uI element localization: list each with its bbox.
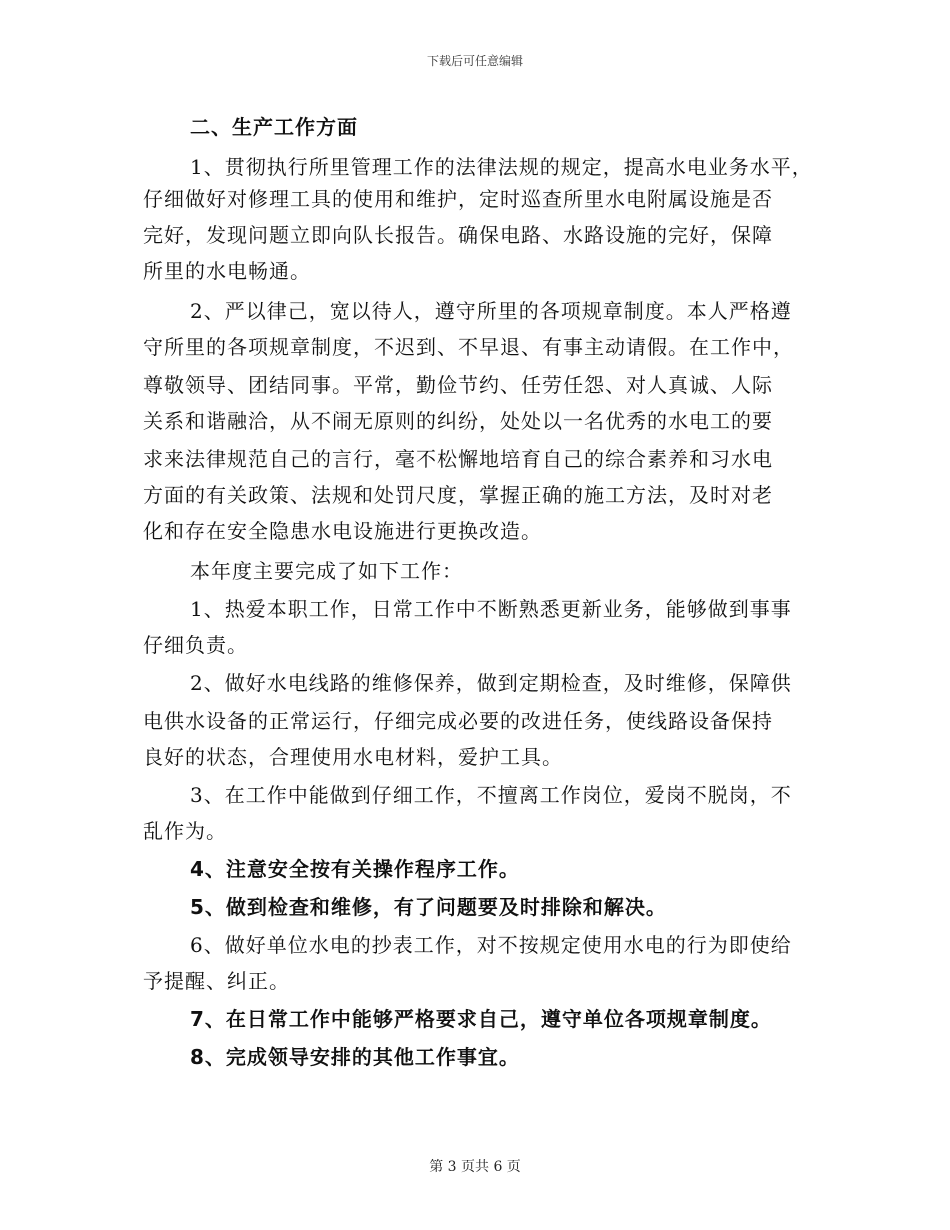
text-line: 1、热爱本职工作，日常工作中不断熟悉更新业务，能够做到事事 (190, 597, 792, 621)
text-line: 关系和谐融洽，从不闹无原则的纠纷，处处以一名优秀的水电工的要 (143, 409, 773, 433)
text-line: 2、严以律己，宽以待人，遵守所里的各项规章制度。本人严格遵 (190, 299, 792, 323)
text-line: 3、在工作中能做到仔细工作，不擅离工作岗位，爱岗不脱岗，不 (190, 783, 792, 807)
text-line: 方面的有关政策、法规和处罚尺度，掌握正确的施工方法，及时对老 (143, 483, 773, 507)
text-line: 予提醒、纠正。 (143, 969, 290, 993)
text-line: 所里的水电畅通。 (143, 259, 311, 283)
text-line: 良好的状态，合理使用水电材料，爱护工具。 (143, 745, 563, 769)
text-line: 1、贯彻执行所里管理工作的法律法规的规定，提高水电业务水平， (190, 155, 813, 179)
text-line: 化和存在安全隐患水电设施进行更换改造。 (143, 519, 542, 543)
text-line: 求来法律规范自己的言行，毫不松懈地培育自己的综合素养和习水电 (143, 447, 773, 471)
text-line: 仔细负责。 (143, 633, 248, 657)
text-line: 乱作为。 (143, 819, 227, 843)
text-line: 4、注意安全按有关操作程序工作。 (190, 857, 520, 881)
text-line: 2、做好水电线路的维修保养，做到定期检查，及时维修，保障供 (190, 671, 792, 695)
text-line: 仔细做好对修理工具的使用和维护，定时巡查所里水电附属设施是否 (143, 187, 773, 211)
text-line: 电供水设备的正常运行，仔细完成必要的改进任务，使线路设备保持 (143, 709, 773, 733)
text-line: 7、在日常工作中能够严格要求自己，遵守单位各项规章制度。 (190, 1007, 772, 1031)
text-line: 完好，发现问题立即向队长报告。确保电路、水路设施的完好，保障 (143, 223, 773, 247)
text-line: 本年度主要完成了如下工作： (190, 559, 463, 583)
section-heading: 二、生产工作方面 (190, 115, 358, 139)
text-line: 6、做好单位水电的抄表工作，对不按规定使用水电的行为即使给 (190, 933, 792, 957)
page-header: 下载后可任意编辑 (426, 54, 523, 68)
text-line: 守所里的各项规章制度，不迟到、不早退、有事主动请假。在工作中， (143, 335, 794, 359)
text-line: 尊敬领导、团结同事。平常，勤俭节约、任劳任怨、对人真诚、人际 (143, 373, 773, 397)
text-line: 5、做到检查和维修，有了问题要及时排除和解决。 (190, 895, 667, 919)
text-line: 8、完成领导安排的其他工作事宜。 (190, 1045, 520, 1069)
page-footer: 第 3 页共 6 页 (429, 1159, 521, 1175)
